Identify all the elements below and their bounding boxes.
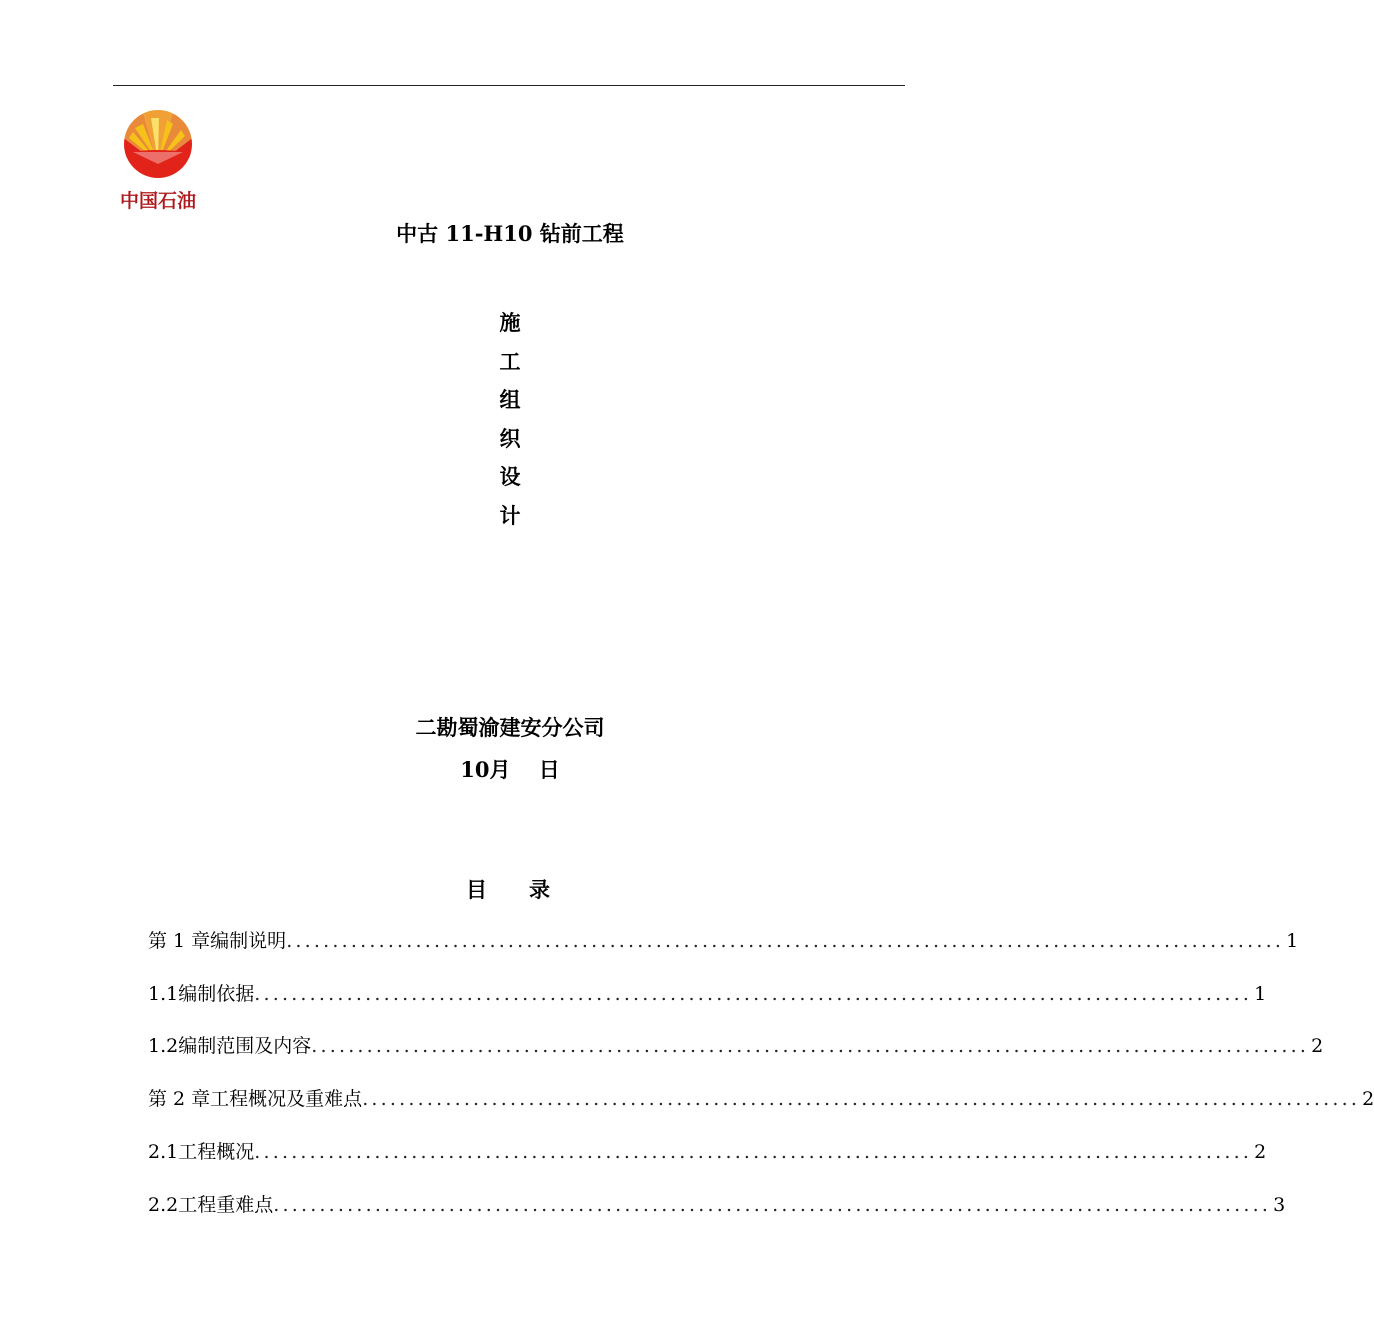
toc-entry-label: 编制范围及内容 [178, 1035, 312, 1057]
toc-entry-page: 1 [1254, 983, 1267, 1005]
toc-entry-label: 编制说明 [210, 930, 287, 952]
toc-entry-number: 1.1 [148, 983, 179, 1005]
toc-entry-page: 3 [1273, 1194, 1286, 1216]
toc-entry-label: 工程概况 [178, 1141, 255, 1163]
toc-entry-page: 1 [1286, 930, 1299, 952]
company-name: 二勘蜀渝建安分公司 [415, 715, 605, 740]
toc-dot-leader: ............................................................................................................ [273, 1194, 1272, 1216]
toc-entry-page: 2 [1311, 1035, 1324, 1057]
toc-dot-leader: ............................................................................................................ [254, 1141, 1253, 1163]
logo-brand-text: 中国石油 [119, 190, 196, 212]
title-char: 设 [499, 464, 521, 489]
title-char: 工 [499, 348, 521, 374]
toc-heading: 目 录 [466, 877, 550, 902]
title-char: 施 [499, 310, 521, 335]
toc-entry-page: 2 [1362, 1088, 1374, 1110]
toc-entry-label: 工程概况及重难点 [210, 1088, 363, 1110]
document-date: 10月 日 [460, 757, 560, 782]
toc-dot-leader: ............................................................................................................ [254, 983, 1253, 1005]
toc-entry-label: 工程重难点 [178, 1194, 274, 1216]
toc-dot-leader: ............................................................................................................ [362, 1088, 1361, 1110]
toc-entry-number: 1.2 [148, 1035, 179, 1057]
title-char: 织 [499, 425, 521, 451]
toc-entry[interactable] [148, 1031, 1324, 1061]
petrochina-emblem-icon [113, 106, 203, 186]
toc-entry-number: 第 2 章 [148, 1088, 211, 1110]
toc-dot-leader: ............................................................................................................ [286, 930, 1285, 952]
petrochina-logo [113, 106, 203, 210]
toc-entry[interactable] [148, 979, 1267, 1009]
toc-entry[interactable] [148, 1190, 1286, 1220]
toc-entry-number: 第 1 章 [148, 930, 211, 952]
toc-entry-label: 编制依据 [178, 983, 255, 1005]
toc-entry-number: 2.1 [148, 1141, 179, 1163]
project-title: 中古 11-H10 钻前工程 [396, 221, 624, 246]
header-rule [113, 85, 905, 86]
toc-dot-leader: ............................................................................................................ [311, 1035, 1310, 1057]
toc-entry[interactable] [148, 1084, 1374, 1114]
toc-entry[interactable] [148, 1137, 1267, 1167]
toc-entry-page: 2 [1254, 1141, 1267, 1163]
toc-entry-number: 2.2 [148, 1194, 179, 1216]
toc-entry[interactable] [148, 926, 1299, 956]
title-char: 计 [499, 502, 521, 528]
document-type-title [490, 304, 530, 535]
title-char: 组 [499, 387, 521, 412]
